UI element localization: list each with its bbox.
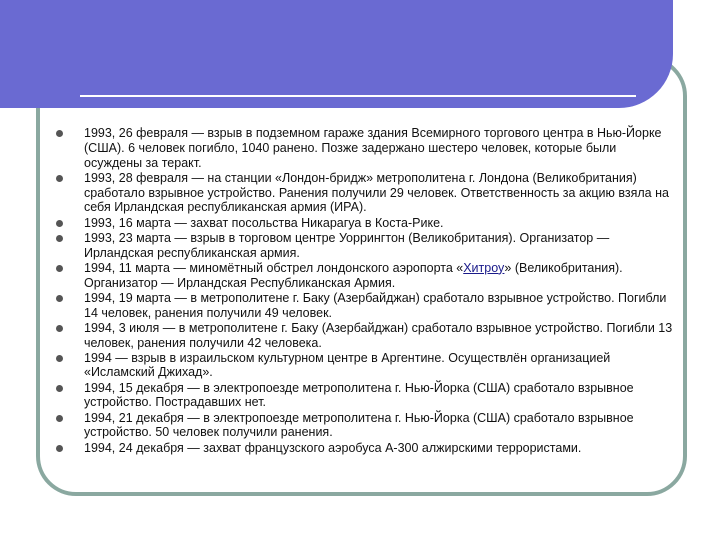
list-item [56, 321, 676, 351]
bullet-icon [56, 220, 63, 227]
header-band [0, 0, 673, 108]
event-list [56, 126, 676, 456]
list-item [56, 351, 676, 381]
list-item [56, 441, 676, 456]
list-item [56, 261, 676, 291]
list-item-text: 1994, 19 марта — в метрополитене г. Баку (Азербайджан) сработало взрывное устройство. Погибли 14 человек, ранения получили 49 человек. [84, 290, 667, 320]
bullet-icon [56, 385, 63, 392]
list-item [56, 216, 676, 231]
bullet-icon [56, 325, 63, 332]
list-item [56, 291, 676, 321]
bullet-icon [56, 235, 63, 242]
bullet-icon [56, 445, 63, 452]
list-item-text: 1993, 26 февраля — взрыв в подземном гараже здания Всемирного торгового центра в Нью-Йорке (США). 6 человек погибло, 1040 ранено. Позже задержано шестеро человек, которые были осуждены за теракт. [84, 126, 662, 170]
header-divider [80, 95, 636, 97]
list-item-text: 1994, 3 июля — в метрополитене г. Баку (Азербайджан) сработало взрывное устройство. Погибли 13 человек, ранения получили 42 человека. [84, 320, 673, 350]
list-item-text: 1994, 21 декабря — в электропоезде метрополитена г. Нью-Йорка (США) сработало взрывное устройство. 50 человек получили ранения. [84, 410, 634, 440]
list-item [56, 126, 676, 170]
heathrow-link[interactable]: Хитроу [463, 260, 505, 275]
list-item-text-before-link: 1994, 11 марта — миномётный обстрел лондонского аэропорта « [84, 260, 464, 275]
bullet-icon [56, 295, 63, 302]
list-item-text: 1994, 15 декабря — в электропоезде метрополитена г. Нью-Йорка (США) сработало взрывное устройство. Пострадавших нет. [84, 380, 634, 410]
list-item [56, 171, 676, 215]
list-item [56, 411, 676, 441]
bullet-icon [56, 265, 63, 272]
list-item-text: 1994, 24 декабря — захват французского аэробуса А-300 алжирскими террористами. [84, 440, 582, 455]
list-item-text: 1994 — взрыв в израильском культурном центре в Аргентине. Осуществлён организацией «Исламский Джихад». [84, 350, 611, 380]
bullet-icon [56, 355, 63, 362]
list-item [56, 231, 676, 261]
list-item-text: 1993, 28 февраля — на станции «Лондон-бридж» метрополитена г. Лондона (Великобритания) сработало взрывное устройство. Ранения получили 29 человек. Ответственность за акцию взяла на себя Ирландская республиканская армия (ИРА). [84, 170, 669, 215]
list-item-text-after-link: » (Великобритания). Организатор — Ирландская Республиканская Армия. [84, 260, 623, 290]
bullet-icon [56, 130, 63, 137]
list-item-text: 1993, 16 марта — захват посольства Никарагуа в Коста-Рике. [84, 215, 444, 230]
list-item-text: 1993, 23 марта — взрыв в торговом центре Уоррингтон (Великобритания). Организатор — Ирландская республиканская армия. [84, 230, 610, 260]
list-item [56, 381, 676, 411]
bullet-icon [56, 175, 63, 182]
bullet-icon [56, 415, 63, 422]
